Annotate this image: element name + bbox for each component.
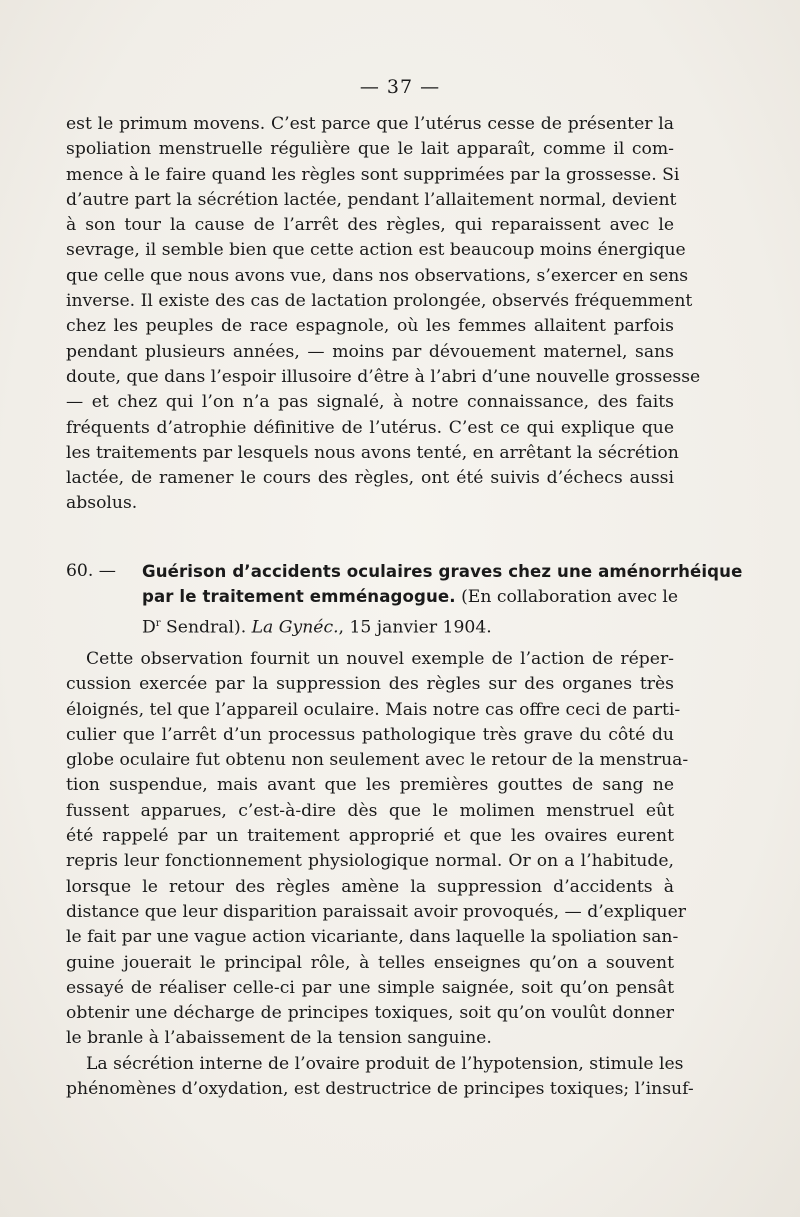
text-line: à son tour la cause de l’arrêt des règles, qui reparaissent avec le	[66, 215, 674, 236]
text-line: essayé de réaliser celle-ci par une simple saignée, soit qu’on pensât	[66, 977, 674, 998]
text-line: les traitements par lesquels nous avons tenté, en arrêtant la sécrétion	[66, 442, 679, 463]
bibliography-entry-60	[66, 559, 743, 641]
text-line: sevrage, il semble bien que cette action est beaucoup moins énergique	[66, 240, 686, 261]
text-line: lorsque le retour des règles amène la suppression d’accidents à	[66, 876, 674, 897]
text-line: — et chez qui l’on n’a pas signalé, à notre connaissance, des faits	[66, 392, 674, 413]
text-line: mence à le faire quand les règles sont supprimées par la grossesse. Si	[66, 164, 680, 185]
text-line: guine jouerait le principal rôle, à telles enseignes qu’on a souvent	[66, 952, 674, 973]
author-sup: r	[155, 617, 161, 629]
entry-number: 60. —	[66, 561, 116, 581]
text-line: est le primum movens. C’est parce que l’utérus cesse de présenter la	[66, 114, 674, 134]
text-line: le fait par une vague action vicariante, dans laquelle la spoliation san-	[66, 927, 679, 948]
text-line: phénomènes d’oxydation, est destructrice de principes toxiques; l’insuf-	[66, 1079, 694, 1100]
text-line: culier que l’arrêt d’un processus pathologique très grave du côté du	[66, 724, 674, 745]
entry-title-bold: par le traitement emménagogue.	[142, 587, 456, 607]
author-prefix: D	[142, 617, 156, 638]
entry-collab: (En collaboration avec le	[455, 587, 679, 608]
journal-name: La Gynéc.	[251, 617, 339, 638]
entry-title-line	[142, 584, 679, 610]
text-line: chez les peuples de race espagnole, où les femmes allaitent parfois	[66, 316, 674, 337]
entry-citation	[142, 611, 674, 641]
text-line: distance que leur disparition paraissait avoir provoqués, — d’expliquer	[66, 901, 686, 922]
text-line: lactée, de ramener le cours des règles, ont été suivis d’échecs aussi	[66, 468, 674, 489]
journal-date: , 15 janvier 1904.	[338, 617, 492, 638]
text-line: pendant plusieurs années, — moins par dévouement maternel, sans	[66, 341, 674, 362]
entry-title-line: Guérison d’accidents oculaires graves chez une aménorrhéique	[142, 562, 743, 581]
text-line: globe oculaire fut obtenu non seulement avec le retour de la menstrua-	[66, 750, 689, 771]
text-line: le branle à l’abaissement de la tension sanguine.	[66, 1028, 492, 1049]
text-line: tion suspendue, mais avant que les premières gouttes de sang ne	[66, 775, 674, 796]
page-number: — 37 —	[359, 76, 441, 98]
text-line: obtenir une décharge de principes toxiques, soit qu’on voulût donner	[66, 1003, 674, 1024]
text-line: fussent apparues, c’est-à-dire dès que le molimen menstruel eût	[66, 800, 674, 821]
author-name: Sendral).	[160, 617, 252, 638]
text-line: La sécrétion interne de l’ovaire produit de l’hypotension, stimule les	[86, 1053, 684, 1074]
text-line: absolus.	[66, 493, 138, 514]
text-line: que celle que nous avons vue, dans nos observations, s’exercer en sens	[66, 265, 689, 286]
text-line: inverse. Il existe des cas de lactation prolongée, observés fréquemment	[66, 291, 693, 312]
text-line: cussion exercée par la suppression des règles sur des organes très	[66, 674, 674, 695]
text-line: Cette observation fournit un nouvel exemple de l’action de réper-	[86, 649, 674, 669]
paragraph-lactation	[66, 112, 701, 517]
text-line: été rappelé par un traitement approprié et que les ovaires eurent	[66, 826, 674, 847]
entry-title	[142, 559, 743, 641]
text-line: fréquents d’atrophie définitive de l’utérus. C’est ce qui explique que	[66, 417, 674, 438]
text-line: doute, que dans l’espoir illusoire d’être à l’abri d’une nouvelle grossesse	[66, 366, 701, 387]
paragraph-observation	[66, 647, 694, 1102]
text-line: d’autre part la sécrétion lactée, pendant l’allaitement normal, devient	[66, 189, 677, 210]
text-line: spoliation menstruelle régulière que le lait apparaît, comme il com-	[66, 139, 674, 160]
text-line: repris leur fonctionnement physiologique normal. Or on a l’habitude,	[66, 851, 674, 872]
text-line: éloignés, tel que l’appareil oculaire. Mais notre cas offre ceci de parti-	[66, 699, 681, 720]
